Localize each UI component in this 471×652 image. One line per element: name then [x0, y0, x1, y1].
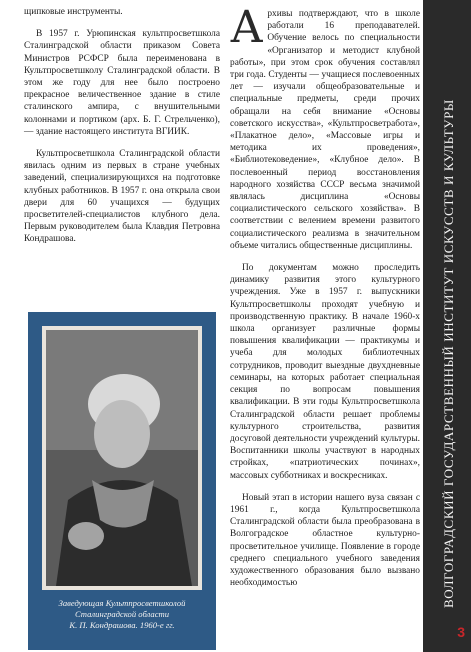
- caption-line: Заведующая Культпросветшколой: [58, 598, 186, 608]
- left-text-column: [24, 6, 220, 256]
- paragraph: Культпросветшкола Сталинградской области явилась одним из первых в стране учебных заведений, специализирующихся на подготовке клубных работников. В 1957 г. она открыла свои двери для 60 учащихся — будущих просветителей-специалистов клубного дела. Первым руководителем была Клавдия Петровна Кондрашова.: [24, 149, 220, 245]
- paragraph-text: рхивы подтверждают, что в школе работали 16 преподавателей. Обучение велось по специальности «Организатор и методист клубной работы», при этом срок обучения составлял три года. Студенты — учащиеся послевоенных лет — изучали общеобразовательные и специальные предметы, среди прочих обращали на себя внимание «Основы советского искусства», «Культпросветработа», «Плакатное дело», «Массовые игры и методика их проведения», «Библиотековедение», «Клубное дело». В послевоенный период восстановления народного хозяйства СССР весьма значимой являлась дисциплина «Основы социалистического сельского хозяйства». В соответствии с велением времени развитого социалистического реализма в значительном объеме читались общественные дисциплины.: [230, 9, 420, 251]
- photo-caption: [28, 598, 216, 631]
- caption-line: Сталинградской области: [74, 609, 170, 619]
- page-number: 3: [457, 624, 465, 640]
- paragraph: щипковые инструменты.: [24, 7, 123, 17]
- portrait-illustration: [46, 330, 198, 586]
- paragraph: Новый этап в истории нашего вуза связан с 1961 г., когда Культпросветшкола Сталинградской области была преобразована в Волгоградское областное культурно-просветительное училище. Появление в городе среднего специального учебного заведения художественного образования было вызвано необходимостью: [230, 492, 420, 589]
- drop-cap: А: [230, 2, 264, 53]
- right-text-column: [230, 2, 420, 599]
- caption-line: К. П. Кондрашова. 1960-е гг.: [69, 620, 175, 630]
- photo-frame: [28, 312, 216, 650]
- institute-name: ВОЛГОГРАДСКИЙ ГОСУДАРСТВЕННЫЙ ИНСТИТУТ ИСКУССТВ И КУЛЬТУРЫ: [441, 99, 456, 608]
- paragraph: В 1957 г. Урюпинская культпросветшкола Сталинградской области приказом Совета Министров РСФСР была переименована в Культпросветшколу Сталинградской области. В этом же году для нее было построено прекрасное величественное здание в стиле сталинского ампира, с внушительными колоннами и портиком (арх. Б. Г. Стрельченко), — здание настоящего института ВГИИК.: [24, 29, 220, 137]
- paragraph: По документам можно проследить динамику развития этого культурного учреждения. Уже в 1957 г. выпускники Культпросветшколы проходят учебную и производственную практику. В начале 1960-х школа организует различные формы повышения квалификации — практикумы и учеба для молодых библиотечных сотрудников, проводит выездные двухдневные семинары, на которых работает специальная секция по вопросам повышения квалификации. В эти годы Культпросветшкола Сталинградской области решает проблемы культурного строительства, развития досуговой деятельности учреждений культуры. Воспитанники школы участвуют в народных стройках, «патриотических починах», массовых субботниках и воскресниках.: [230, 263, 420, 481]
- photo-border: [42, 326, 202, 590]
- portrait-photo: [46, 330, 198, 586]
- side-band: [423, 0, 471, 652]
- paragraph: [230, 2, 420, 252]
